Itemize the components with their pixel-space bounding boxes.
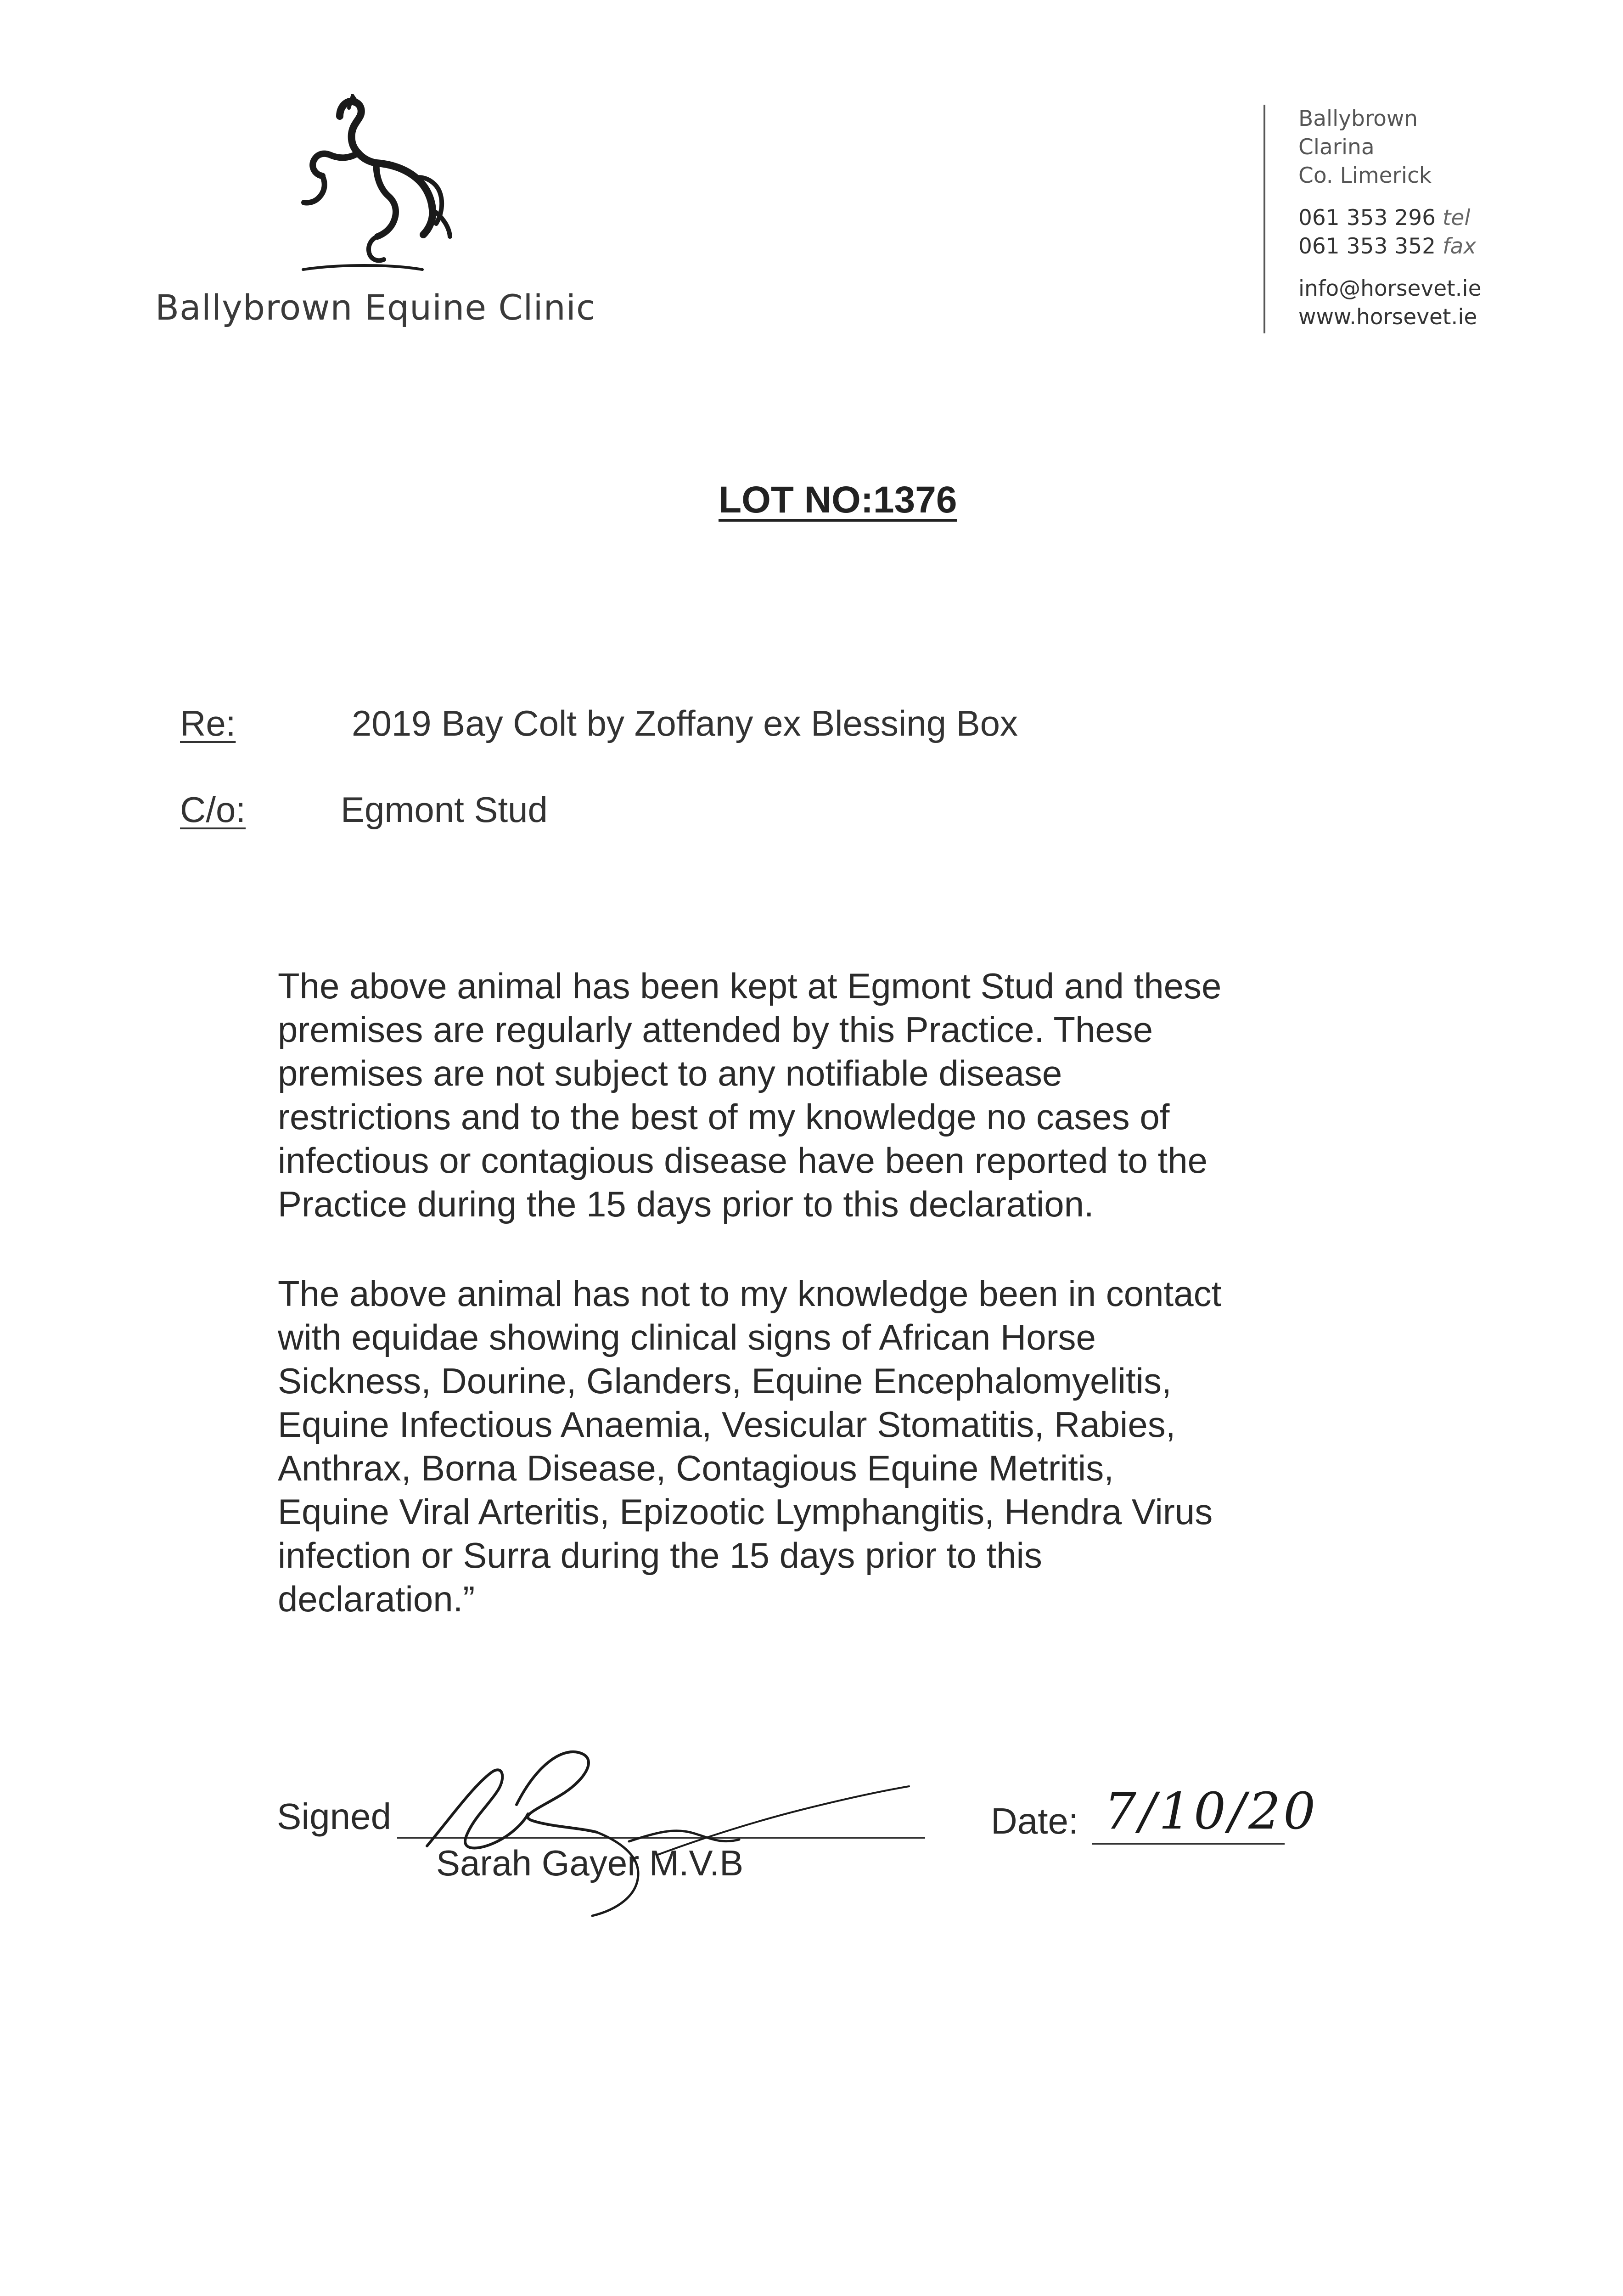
- clinic-name: Ballybrown Equine Clinic: [155, 287, 596, 328]
- paragraph-line: Sickness, Dourine, Glanders, Equine Encephalomyelitis,: [278, 1361, 1172, 1401]
- paragraph-line: infectious or contagious disease have been reported to the: [278, 1140, 1208, 1181]
- paragraph-line: premises are regularly attended by this Practice. These: [278, 1009, 1153, 1050]
- contact-block: [1298, 105, 1592, 332]
- co-value: Egmont Stud: [341, 789, 548, 830]
- co-label: C/o:: [180, 789, 246, 830]
- rearing-horse-logo-icon: [271, 94, 473, 278]
- signed-label: Signed: [277, 1796, 392, 1837]
- paragraph-line: declaration.”: [278, 1579, 475, 1619]
- handwritten-signature-icon: [399, 1736, 923, 1919]
- paragraph-line: premises are not subject to any notifiable disease: [278, 1053, 1062, 1093]
- paragraph-line: with equidae showing clinical signs of African Horse: [278, 1317, 1096, 1357]
- phone-suffix: tel: [1442, 205, 1471, 231]
- body-paragraph-1: [278, 964, 1334, 1226]
- date-label: Date:: [991, 1801, 1079, 1841]
- address-line-3: Co. Limerick: [1298, 163, 1432, 188]
- handwritten-date: 7/10/20: [1104, 1782, 1319, 1840]
- signer-name: Sarah Gayer M.V.B: [436, 1843, 744, 1883]
- lot-number-heading: LOT NO:1376: [719, 479, 957, 521]
- date-line: [1092, 1843, 1285, 1845]
- paragraph-line: Equine Infectious Anaemia, Vesicular Stomatitis, Rabies,: [278, 1404, 1176, 1445]
- letterhead-divider: [1264, 105, 1265, 333]
- fax-line: [1298, 232, 1592, 261]
- email-link[interactable]: info@horsevet.ie: [1298, 276, 1482, 301]
- body-paragraph-2: [278, 1272, 1334, 1621]
- paragraph-line: Equine Viral Arteritis, Epizootic Lymphangitis, Hendra Virus: [278, 1491, 1213, 1532]
- fax-suffix: fax: [1442, 234, 1477, 259]
- re-value: 2019 Bay Colt by Zoffany ex Blessing Box: [352, 703, 1018, 743]
- paragraph-line: The above animal has been kept at Egmont Stud and these: [278, 966, 1222, 1006]
- phone-number: 061 353 296: [1298, 205, 1436, 231]
- phone-line: [1298, 204, 1592, 232]
- paragraph-line: Anthrax, Borna Disease, Contagious Equine Metritis,: [278, 1448, 1114, 1488]
- paragraph-line: restrictions and to the best of my knowledge no cases of: [278, 1097, 1170, 1137]
- website-link[interactable]: www.horsevet.ie: [1298, 304, 1477, 330]
- address-line-2: Clarina: [1298, 135, 1375, 160]
- fax-number: 061 353 352: [1298, 234, 1436, 259]
- re-label: Re:: [180, 703, 236, 743]
- paragraph-line: The above animal has not to my knowledge been in contact: [278, 1273, 1222, 1314]
- paragraph-line: infection or Surra during the 15 days prior to this: [278, 1535, 1042, 1576]
- paragraph-line: Practice during the 15 days prior to this declaration.: [278, 1184, 1094, 1224]
- address-line-1: Ballybrown: [1298, 106, 1418, 131]
